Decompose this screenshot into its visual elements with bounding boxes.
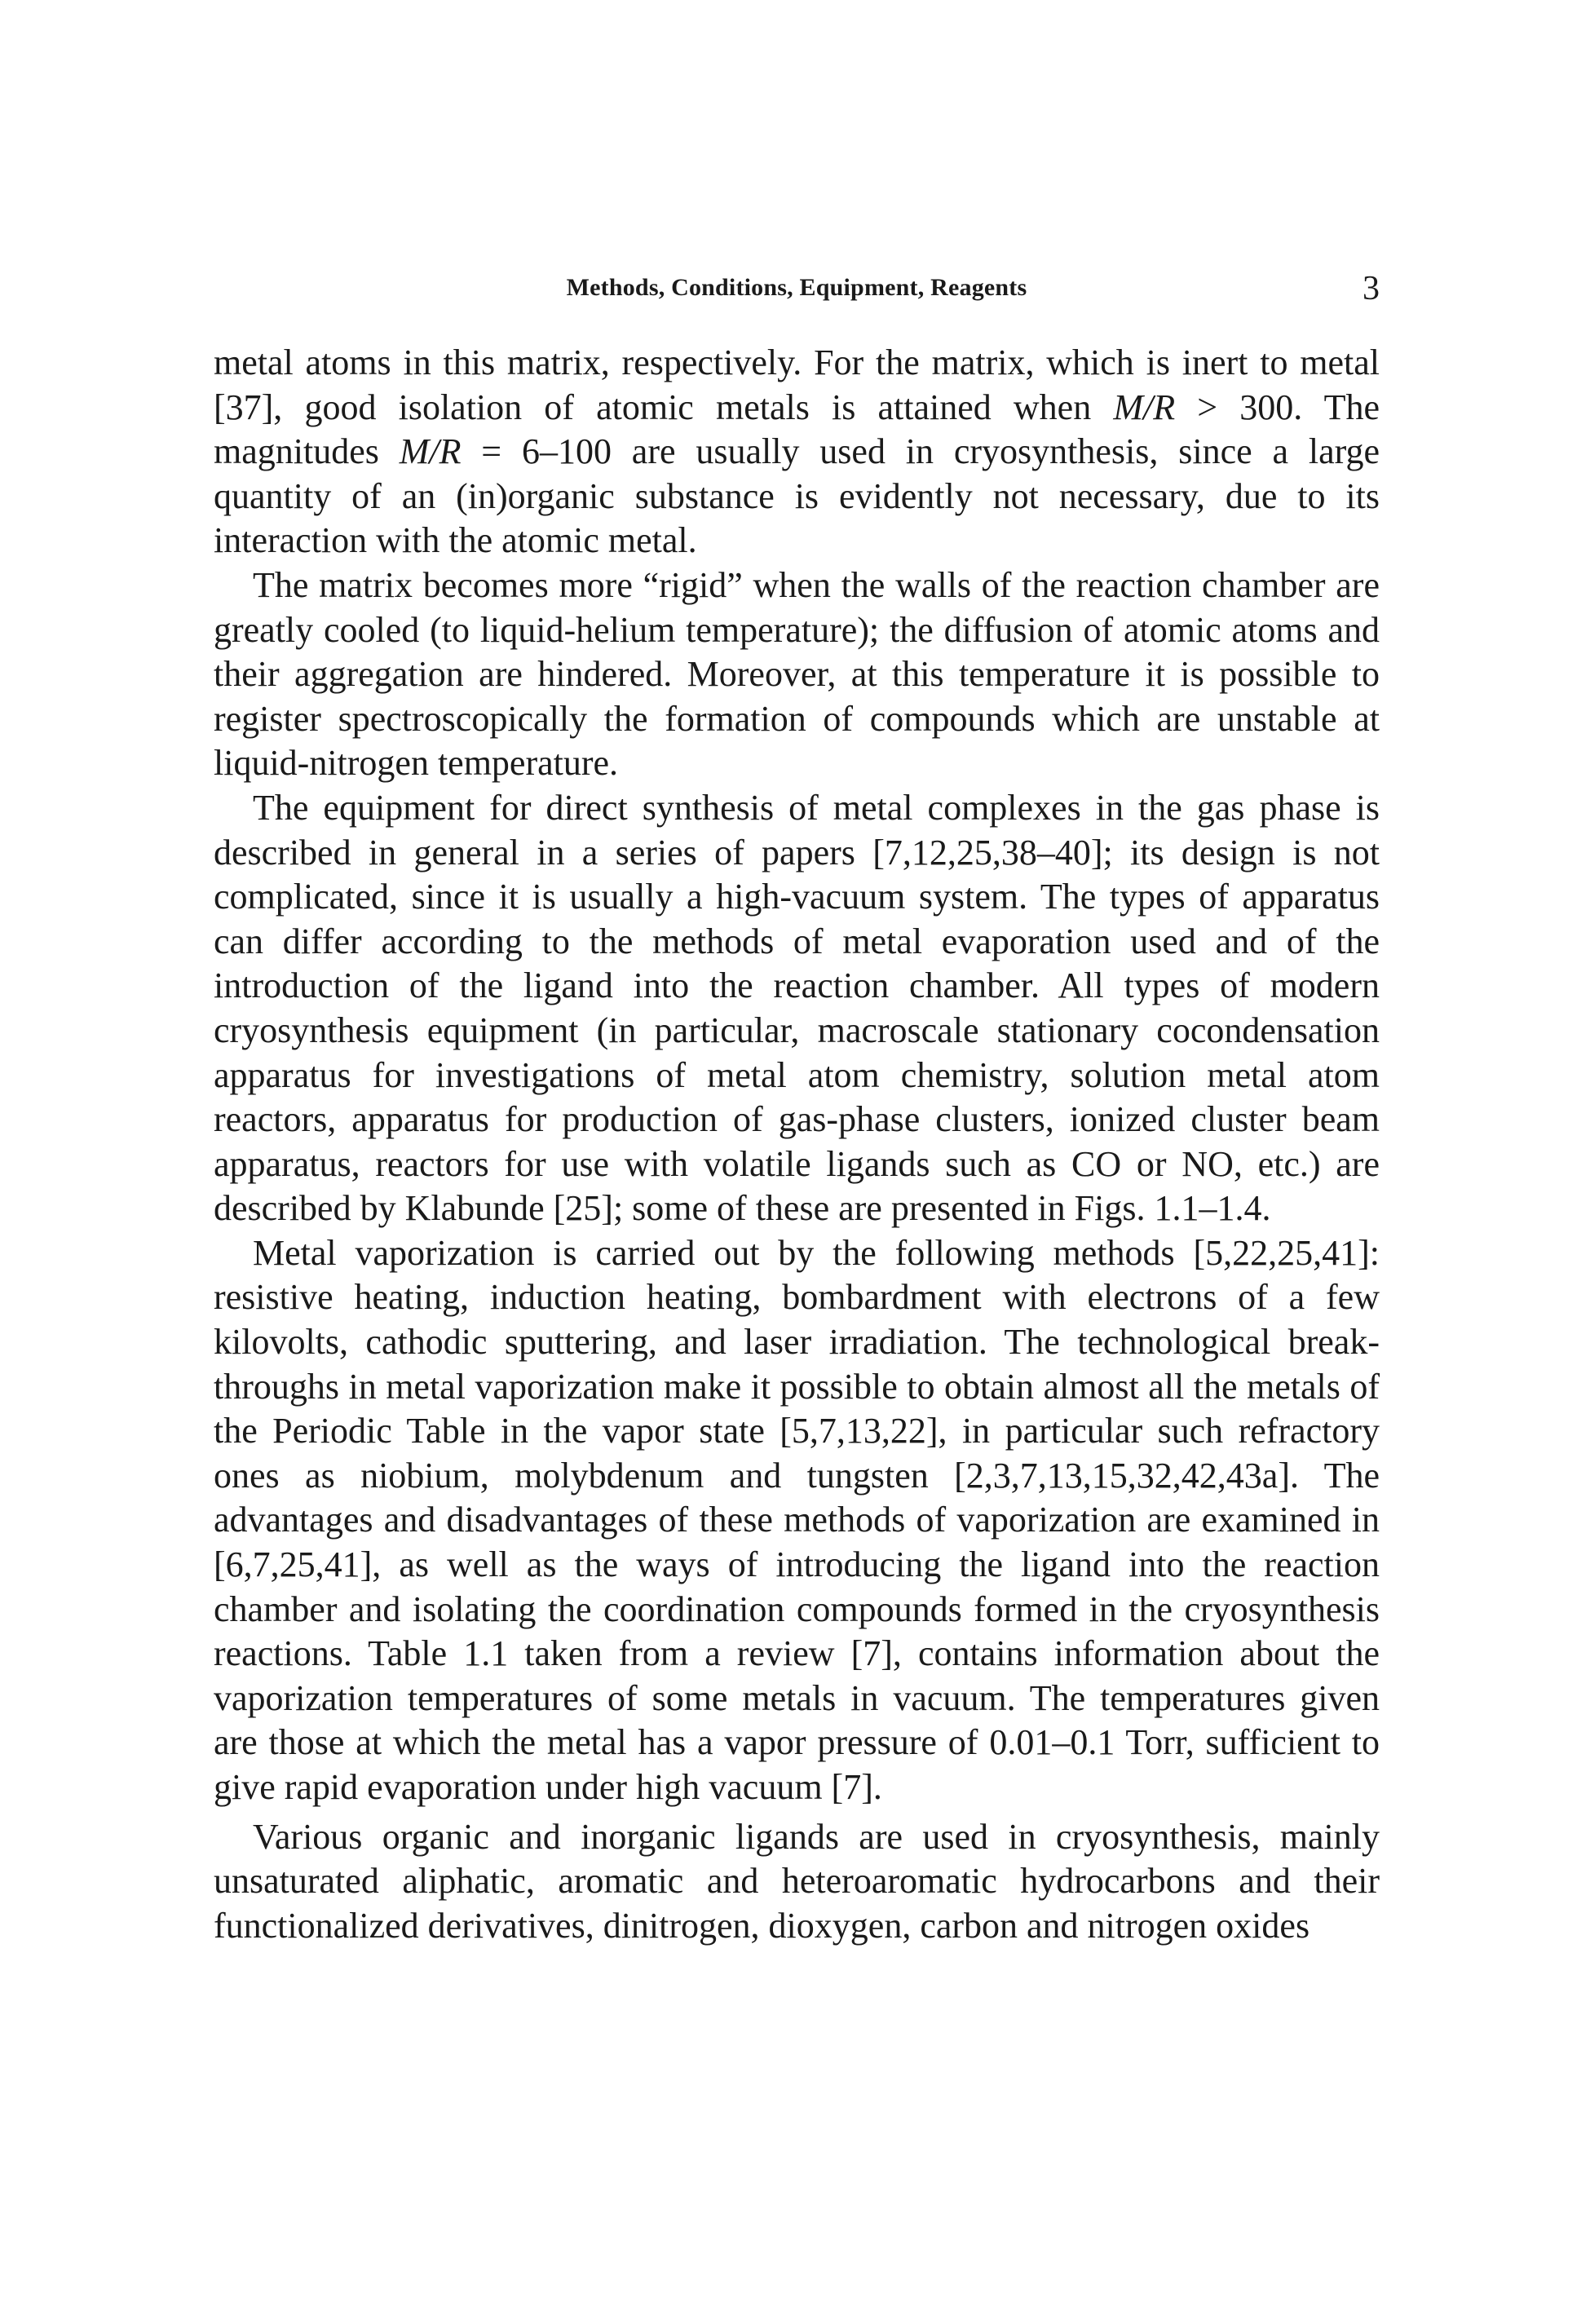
paragraph-3: The equipment for direct synthesis of metal complexes in the gas phase is described in general in a series of papers [7,12,25,38–40]; its design is not complicated, since it is usually a high-vacuum system. The types of apparatus can differ according to the methods of metal evaporation used and of the introduction of the ligand into the reaction chamber. All types of modern cryosynthesis equipment (in particular, macroscale stationary cocondensation apparatus for investigations of metal atom chemistry, solution metal atom reactors, apparatus for production of gas-phase clusters, ionized cluster beam apparatus, reactors for use with volatile ligands such as CO or NO, etc.) are described by Klabunde [25]; some of these are presented in Figs. 1.1–1.4.	[214, 787, 1380, 1229]
paragraph-1-text: metal atoms in this matrix, respectively. For the matrix, which is inert to metal [37], good isolation of atomic metals is attained when	[214, 342, 1380, 427]
page-number: 3	[1363, 270, 1380, 307]
paragraph-4: Metal vaporization is carried out by the following methods [5,22,25,41]: resistive heating, induction heating, bombardment with electrons of a few kilovolts, cathodic sputtering, and laser irradiation. The technological breakthroughs in metal vaporization make it possible to obtain almost all the metals of the Periodic Table in the vapor state [5,7,13,22], in particular such refractory ones as niobium, molybdenum and tungsten [2,3,7,13,15,32,42,43a]. The advantages and disadvantages of these methods of vaporization are examined in [6,7,25,41], as well as the ways of introducing the ligand into the reaction chamber and isolating the coordination compounds formed in the cryosynthesis reactions. Table 1.1 taken from a review [7], contains information about the vaporization temperatures of some metals in vacuum. The temperatures given are those at which the metal has a vapor pressure of 0.01–0.1 Torr, sufficient to give rapid evaporation under high vacuum [7].	[214, 1232, 1380, 1807]
paragraph-1-text: = 6–100 are usually used in cryosynthesis, since a large quantity of an (in)organic substance is evidently not necessary, due to its interaction with the atomic metal.	[214, 431, 1380, 561]
paragraph-2: The matrix becomes more “rigid” when the walls of the reaction chamber are greatly cooled (to liquid-helium temperature); the diffusion of atomic atoms and their aggregation are hindered. Moreover, at this temperature it is possible to register spectroscopically the formation of compounds which are unstable at liquid-nitrogen temperature.	[214, 564, 1380, 784]
paragraph-5: Various organic and inorganic ligands are used in cryosynthesis, mainly unsaturated aliphatic, aromatic and heteroaromatic hydrocarbons and their functionalized derivatives, dinitrogen, dioxygen, carbon and nitrogen oxides	[214, 1816, 1380, 1946]
ratio-symbol: M/R	[399, 431, 462, 472]
body-text	[214, 341, 1380, 1948]
ratio-symbol: M/R	[1113, 387, 1176, 427]
page-header	[214, 269, 1380, 318]
paragraph-1-text: > 300. The magnitudes	[214, 387, 1380, 472]
paragraph-1	[214, 341, 1380, 563]
running-head: Methods, Conditions, Equipment, Reagents	[566, 274, 1027, 301]
